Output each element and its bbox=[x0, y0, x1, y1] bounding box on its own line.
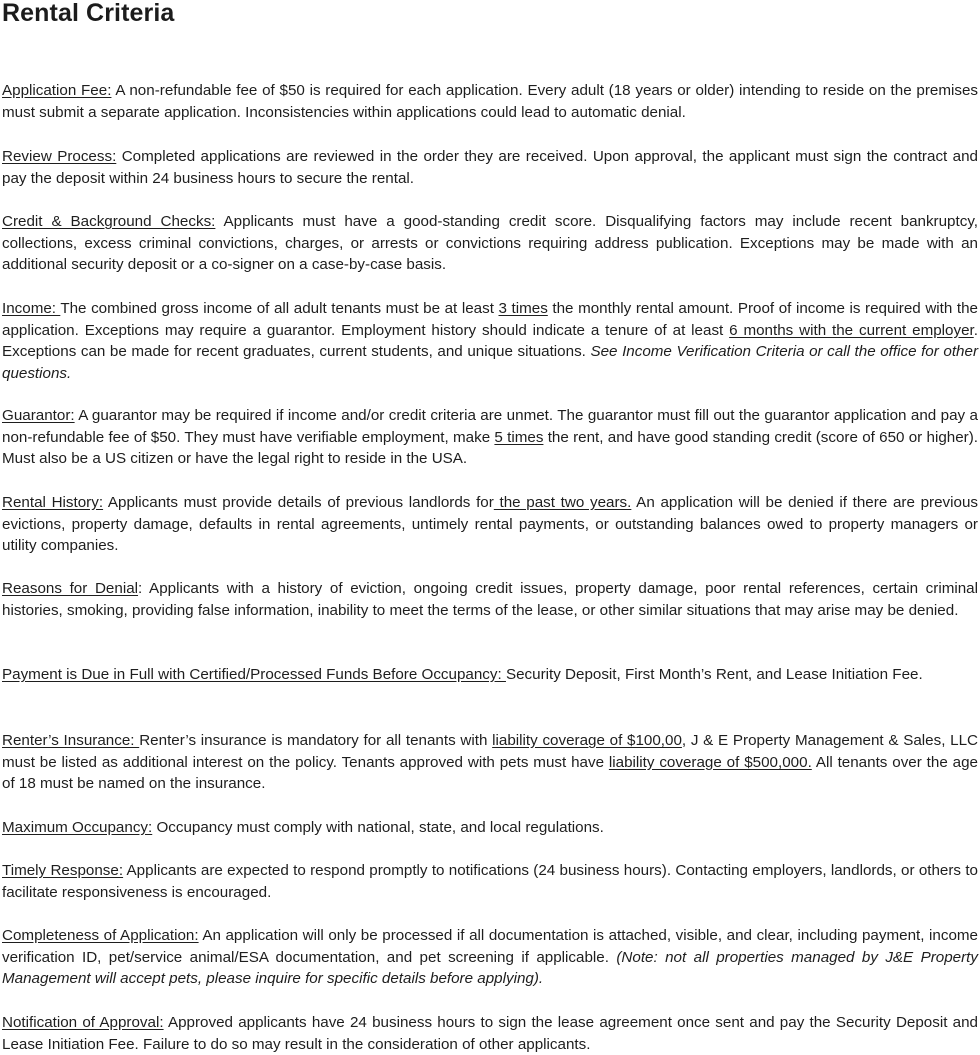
section-body: All tenants over the age of 18 must be named on the insurance. bbox=[2, 753, 978, 793]
section-payment-due bbox=[2, 664, 978, 686]
section-income bbox=[2, 298, 978, 384]
section-body: An application will only be processed if all documentation is attached, visible, and clear, including payment, income verification ID, pet/service animal/ESA documentation, and pet screening if applicable. bbox=[2, 927, 978, 966]
section-body: the monthly rental amount. Proof of income is required with the application. Exceptions may require a guarantor. Employment history should indicate a tenure of at least bbox=[2, 300, 979, 339]
section-body: A non-refundable fee of $50 is required for each application. Every adult (18 years or older) intending to reside on the premises must submit a separate application. Inconsistencies within applications could lead to automatic denial. bbox=[2, 82, 978, 121]
section-heading: Rental History: bbox=[2, 494, 104, 511]
section-body: . Exceptions can be made for recent graduates, current students, and unique situations. bbox=[2, 321, 978, 361]
section-heading: Notification of Approval: bbox=[2, 1014, 164, 1031]
section-body: Renter’s insurance is mandatory for all tenants with bbox=[139, 732, 493, 749]
section-heading: Guarantor: bbox=[2, 407, 75, 424]
section-heading: Maximum Occupancy: bbox=[2, 819, 153, 836]
section-body: Applicants are expected to respond promptly to notifications (24 business hours). Contacting employers, landlords, or others to facilitate responsiveness is encouraged. bbox=[2, 862, 978, 901]
section-notification-of-approval bbox=[2, 1012, 978, 1055]
section-heading: Review Process: bbox=[2, 148, 117, 165]
section-body: Approved applicants have 24 business hours to sign the lease agreement once sent and pay the Security Deposit and Lease Initiation Fee. Failure to do so may result in the consideration of other applicants. bbox=[2, 1014, 979, 1053]
pet-liability-coverage-emphasis: liability coverage of $500,000. bbox=[608, 753, 812, 771]
section-body: Occupancy must comply with national, state, and local regulations. bbox=[152, 819, 604, 836]
section-heading: Credit & Background Checks: bbox=[2, 213, 216, 230]
section-guarantor bbox=[2, 405, 978, 470]
section-heading: Application Fee: bbox=[2, 82, 112, 99]
section-body: Applicants must provide details of previous landlords for bbox=[103, 494, 494, 511]
section-reasons-for-denial bbox=[2, 578, 978, 621]
section-heading: Reasons for Denial bbox=[2, 580, 139, 597]
section-body: Security Deposit, First Month’s Rent, and Lease Initiation Fee. bbox=[505, 666, 923, 683]
section-body: A guarantor may be required if income and/or credit criteria are unmet. The guarantor must fill out the guarantor application and pay a non-refundable fee of $50. They must have verifiable employment, make bbox=[2, 407, 978, 446]
section-body: Applicants must have a good-standing credit score. Disqualifying factors may include recent bankruptcy, collections, excess criminal convictions, charges, or arrests or convictions requiring address publication. Exceptions may be made with an additional security deposit or a co-signer on a case-by-case basis. bbox=[2, 213, 979, 274]
section-heading: Payment is Due in Full with Certified/Processed Funds Before Occupancy: bbox=[2, 666, 506, 683]
section-body: , J & E Property Management & Sales, LLC must be listed as additional interest on the policy. Tenants approved with pets must have bbox=[2, 732, 979, 771]
section-heading: Timely Response: bbox=[2, 862, 124, 879]
rental-criteria-document bbox=[2, 0, 979, 1053]
section-completeness-of-application bbox=[2, 925, 978, 990]
section-heading: Renter’s Insurance: bbox=[2, 732, 140, 749]
section-rental-history bbox=[2, 492, 978, 557]
liability-coverage-emphasis: liability coverage of $100,00 bbox=[492, 732, 682, 749]
section-body: The combined gross income of all adult tenants must be at least bbox=[60, 300, 499, 317]
section-body: An application will be denied if there are previous evictions, property damage, defaults in rental agreements, untimely rental payments, or outstanding balances owed to property managers or utility companies. bbox=[2, 494, 978, 555]
employment-tenure-emphasis: 6 months with the current employer bbox=[729, 321, 974, 339]
guarantor-multiple-emphasis: 5 times bbox=[494, 428, 544, 446]
section-renters-insurance bbox=[2, 730, 978, 795]
income-verification-note: See Income Verification Criteria or call the office for other questions. bbox=[2, 343, 979, 382]
section-review-process bbox=[2, 146, 978, 189]
section-timely-response bbox=[2, 860, 978, 903]
page-title: Rental Criteria bbox=[2, 0, 175, 27]
section-heading: Income: bbox=[2, 300, 61, 317]
history-period-emphasis: the past two years. bbox=[493, 494, 632, 511]
section-maximum-occupancy bbox=[2, 817, 978, 839]
pets-note: (Note: not all properties managed by J&E Property Management will accept pets, please inquire for specific details before applying). bbox=[2, 948, 978, 988]
section-body: the rent, and have good standing credit (score of 650 or higher). Must also be a US citizen or have the legal right to reside in the USA. bbox=[2, 428, 979, 468]
section-body: : Applicants with a history of eviction, ongoing credit issues, property damage, poor rental references, certain criminal histories, smoking, providing false information, inability to meet the terms of the lease, or other similar situations that may arise may be denied. bbox=[2, 580, 978, 619]
section-credit-background-checks bbox=[2, 211, 978, 276]
income-multiple-emphasis: 3 times bbox=[498, 300, 548, 317]
section-application-fee bbox=[2, 80, 978, 123]
section-heading: Completeness of Application: bbox=[2, 927, 199, 944]
section-body: Completed applications are reviewed in the order they are received. Upon approval, the applicant must sign the contract and pay the deposit within 24 business hours to secure the rental. bbox=[2, 148, 978, 187]
